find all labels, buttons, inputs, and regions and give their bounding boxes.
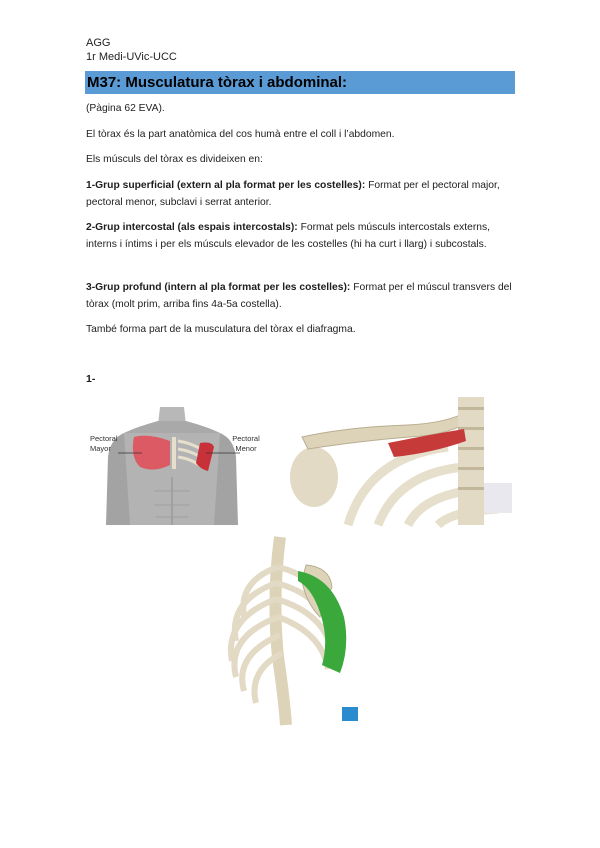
pectoral-minor-label-2: Menor (235, 444, 257, 453)
intro-division: Els músculs del tòrax es divideixen en: (86, 154, 263, 165)
pectoral-major-label-2: Mayor (90, 444, 111, 453)
group-intercostal-text: Format pels músculs intercostals externs, interns i íntims i per els músculs elevador de les costelles (hi ha curt i llarg) i subcostals. (86, 222, 491, 250)
serratus-anterior-figure (214, 537, 364, 725)
page-reference: (Pàgina 62 EVA). (86, 103, 165, 114)
pectoral-minor-label-1: Pectoral (232, 434, 260, 443)
author-initials: AGG (86, 37, 111, 49)
section-title: M37: Musculatura tòrax i abdominal: (85, 71, 515, 94)
group-intercostal-heading: 2-Grup intercostal (als espais intercostals): (86, 222, 298, 233)
pectoral-major-label-1: Pectoral (90, 434, 118, 443)
pectoral-torso-figure (88, 407, 260, 525)
course-name: 1r Medi-UVic-UCC (86, 50, 177, 63)
group-superficial-text: Format per el pectoral major, pectoral menor, subclavi i serrat anterior. (86, 180, 500, 208)
group-superficial-paragraph (86, 177, 516, 211)
group-profund-heading: 3-Grup profund (intern al pla format per les costelles): (86, 282, 351, 293)
group-superficial-heading: 1-Grup superficial (extern al pla format per les costelles): (86, 180, 366, 191)
closing-note: També forma part de la musculatura del tòrax el diafragma. (86, 324, 356, 335)
subclavius-figure (288, 397, 512, 525)
page-header (86, 37, 177, 64)
group-intercostal-paragraph (86, 219, 516, 253)
group-profund-paragraph (86, 279, 516, 313)
group-profund-text: Format per el múscul transvers del tòrax (molt prim, arriba fins 4a-5a costella). (86, 282, 512, 310)
intro-definition: El tòrax és la part anatòmica del cos humà entre el coll i l’abdomen. (86, 129, 395, 140)
figures-label: 1- (86, 373, 96, 385)
